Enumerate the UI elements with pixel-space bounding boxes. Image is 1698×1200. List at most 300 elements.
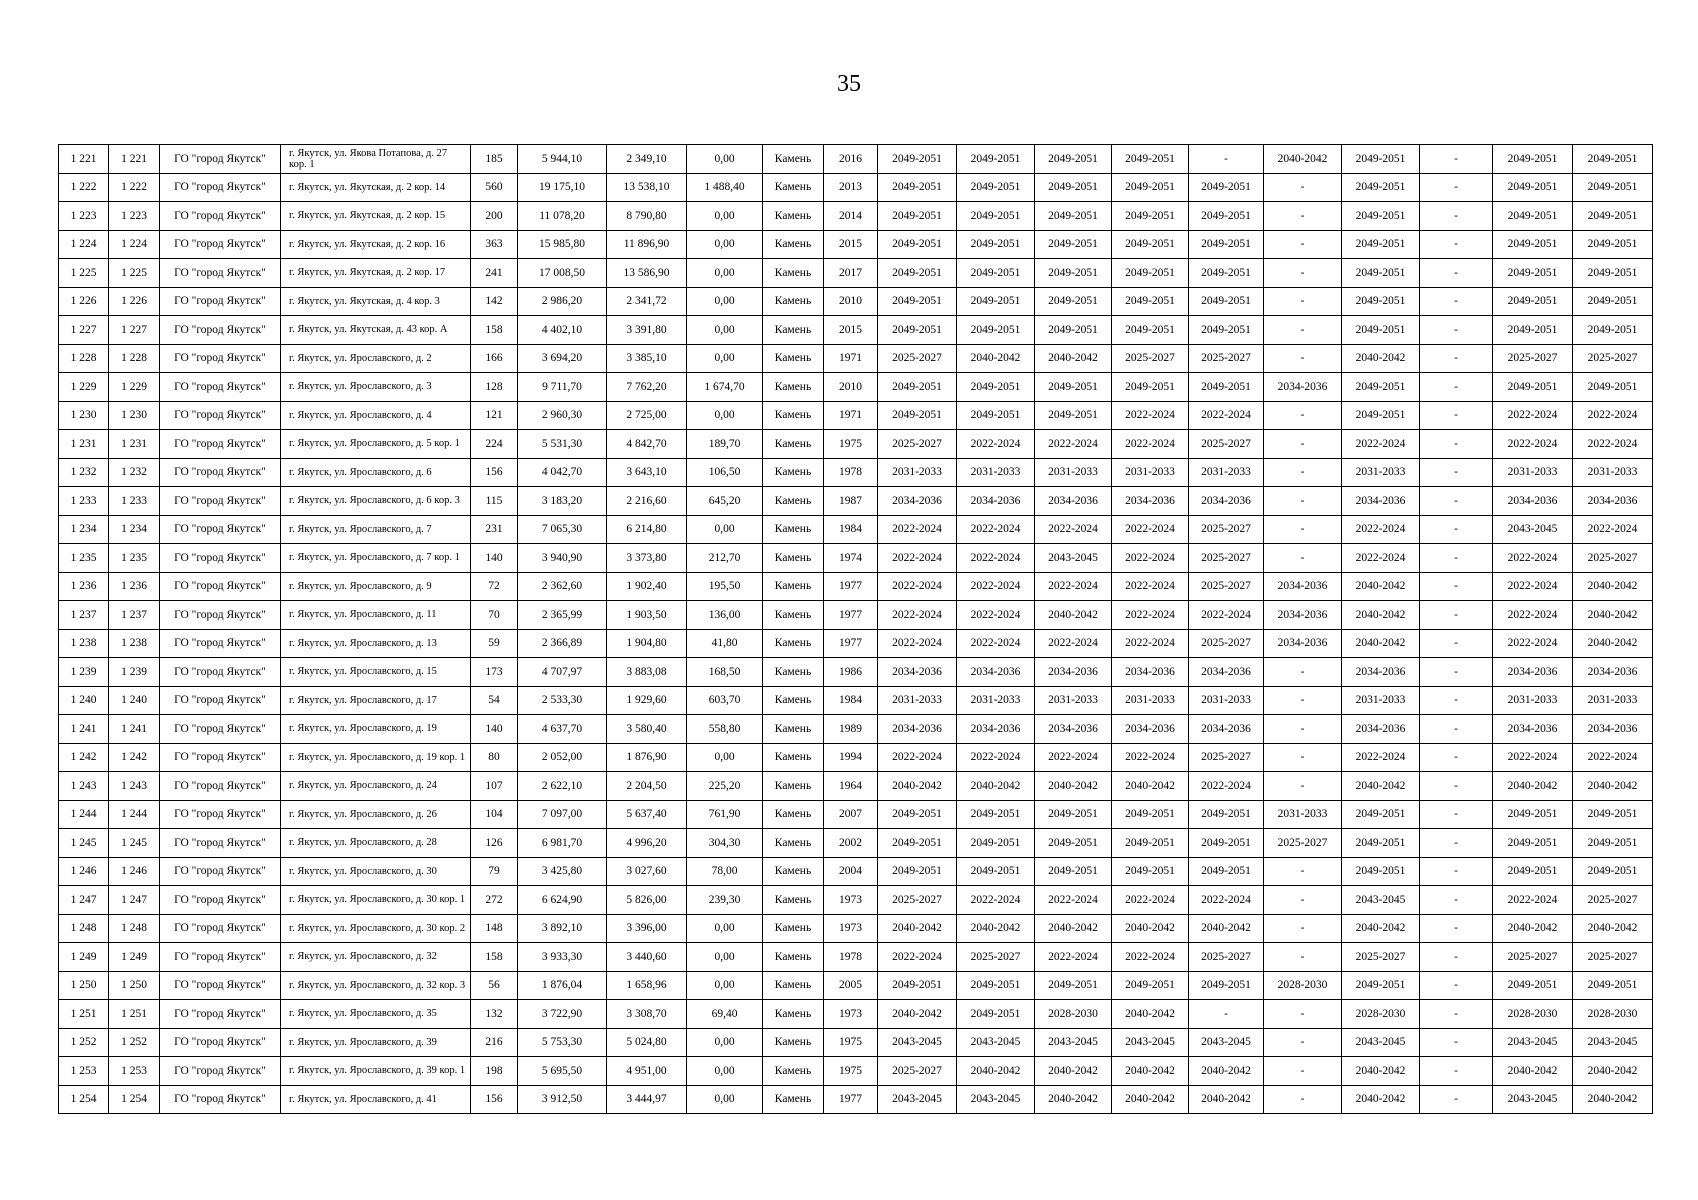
- wall-material-cell: Камень: [763, 857, 824, 886]
- repair-period-3-cell: 2040-2042: [1035, 1085, 1112, 1114]
- municipality-cell: ГО "город Якутск": [160, 857, 281, 886]
- repair-period-8-cell: -: [1420, 202, 1493, 231]
- registry-number-cell: 1 224: [109, 230, 160, 259]
- wall-material-cell: Камень: [763, 686, 824, 715]
- total-area-cell: 2 960,30: [518, 401, 607, 430]
- row-number-cell: 1 239: [59, 658, 109, 687]
- wall-material-cell: Камень: [763, 230, 824, 259]
- repair-period-6-cell: -: [1264, 686, 1342, 715]
- repair-period-2-cell: 2049-2051: [957, 373, 1035, 402]
- table-row: [59, 230, 1653, 259]
- residents-count-cell: 241: [471, 259, 518, 288]
- address-cell: г. Якутск, ул. Якутская, д. 43 кор. А: [281, 316, 471, 345]
- residents-count-cell: 560: [471, 173, 518, 202]
- residential-area-cell: 3 396,00: [607, 914, 687, 943]
- registry-number-cell: 1 233: [109, 487, 160, 516]
- repair-period-3-cell: 2031-2033: [1035, 458, 1112, 487]
- municipality-cell: ГО "город Якутск": [160, 914, 281, 943]
- residents-count-cell: 142: [471, 287, 518, 316]
- residents-count-cell: 156: [471, 458, 518, 487]
- registry-number-cell: 1 245: [109, 829, 160, 858]
- repair-period-3-cell: 2022-2024: [1035, 943, 1112, 972]
- repair-period-5-cell: 2049-2051: [1189, 373, 1264, 402]
- registry-number-cell: 1 239: [109, 658, 160, 687]
- residential-area-cell: 8 790,80: [607, 202, 687, 231]
- address-cell: г. Якутск, ул. Ярославского, д. 19 кор. 1: [281, 743, 471, 772]
- address-cell: г. Якутск, ул. Ярославского, д. 7 кор. 1: [281, 544, 471, 573]
- municipality-cell: ГО "город Якутск": [160, 230, 281, 259]
- address-cell: г. Якутск, ул. Ярославского, д. 26: [281, 800, 471, 829]
- construction-year-cell: 1973: [824, 886, 878, 915]
- repair-period-4-cell: 2040-2042: [1112, 914, 1189, 943]
- row-number-cell: 1 230: [59, 401, 109, 430]
- repair-period-4-cell: 2049-2051: [1112, 829, 1189, 858]
- repair-period-10-cell: 2040-2042: [1573, 1085, 1653, 1114]
- address-cell: г. Якутск, ул. Ярославского, д. 30 кор. 1: [281, 886, 471, 915]
- wall-material-cell: Камень: [763, 658, 824, 687]
- repair-period-9-cell: 2049-2051: [1493, 230, 1573, 259]
- repair-period-1-cell: 2034-2036: [878, 658, 957, 687]
- row-number-cell: 1 226: [59, 287, 109, 316]
- repair-period-6-cell: 2025-2027: [1264, 829, 1342, 858]
- residents-count-cell: 54: [471, 686, 518, 715]
- repair-period-7-cell: 2049-2051: [1342, 230, 1420, 259]
- table-row: [59, 259, 1653, 288]
- repair-period-5-cell: 2031-2033: [1189, 686, 1264, 715]
- non-residential-area-cell: 225,20: [687, 772, 763, 801]
- municipality-cell: ГО "город Якутск": [160, 629, 281, 658]
- repair-period-10-cell: 2049-2051: [1573, 230, 1653, 259]
- repair-period-8-cell: -: [1420, 401, 1493, 430]
- repair-period-10-cell: 2022-2024: [1573, 430, 1653, 459]
- repair-period-9-cell: 2034-2036: [1493, 487, 1573, 516]
- repair-period-10-cell: 2040-2042: [1573, 772, 1653, 801]
- repair-period-9-cell: 2022-2024: [1493, 743, 1573, 772]
- repair-period-7-cell: 2049-2051: [1342, 971, 1420, 1000]
- residential-area-cell: 6 214,80: [607, 515, 687, 544]
- wall-material-cell: Камень: [763, 316, 824, 345]
- registry-number-cell: 1 226: [109, 287, 160, 316]
- non-residential-area-cell: 0,00: [687, 1085, 763, 1114]
- repair-period-1-cell: 2031-2033: [878, 686, 957, 715]
- repair-period-2-cell: 2022-2024: [957, 629, 1035, 658]
- non-residential-area-cell: 0,00: [687, 316, 763, 345]
- residential-area-cell: 3 391,80: [607, 316, 687, 345]
- repair-period-3-cell: 2049-2051: [1035, 800, 1112, 829]
- repair-period-7-cell: 2031-2033: [1342, 686, 1420, 715]
- wall-material-cell: Камень: [763, 772, 824, 801]
- wall-material-cell: Камень: [763, 1028, 824, 1057]
- construction-year-cell: 1978: [824, 943, 878, 972]
- repair-period-9-cell: 2025-2027: [1493, 344, 1573, 373]
- address-cell: г. Якутск, ул. Ярославского, д. 9: [281, 572, 471, 601]
- registry-number-cell: 1 237: [109, 601, 160, 630]
- repair-period-10-cell: 2049-2051: [1573, 145, 1653, 174]
- repair-period-3-cell: 2022-2024: [1035, 515, 1112, 544]
- repair-period-6-cell: 2034-2036: [1264, 572, 1342, 601]
- municipality-cell: ГО "город Якутск": [160, 287, 281, 316]
- total-area-cell: 4 042,70: [518, 458, 607, 487]
- construction-year-cell: 1977: [824, 572, 878, 601]
- row-number-cell: 1 224: [59, 230, 109, 259]
- construction-year-cell: 1994: [824, 743, 878, 772]
- repair-period-2-cell: 2049-2051: [957, 829, 1035, 858]
- non-residential-area-cell: 304,30: [687, 829, 763, 858]
- municipality-cell: ГО "город Якутск": [160, 259, 281, 288]
- repair-period-4-cell: 2031-2033: [1112, 458, 1189, 487]
- non-residential-area-cell: 1 674,70: [687, 373, 763, 402]
- non-residential-area-cell: 0,00: [687, 914, 763, 943]
- repair-period-4-cell: 2022-2024: [1112, 886, 1189, 915]
- repair-period-2-cell: 2034-2036: [957, 487, 1035, 516]
- address-cell: г. Якутск, ул. Ярославского, д. 4: [281, 401, 471, 430]
- table-row: [59, 202, 1653, 231]
- repair-period-9-cell: 2049-2051: [1493, 800, 1573, 829]
- construction-year-cell: 2013: [824, 173, 878, 202]
- residents-count-cell: 200: [471, 202, 518, 231]
- repair-period-5-cell: 2025-2027: [1189, 344, 1264, 373]
- total-area-cell: 3 425,80: [518, 857, 607, 886]
- repair-period-8-cell: -: [1420, 772, 1493, 801]
- municipality-cell: ГО "город Якутск": [160, 686, 281, 715]
- wall-material-cell: Камень: [763, 515, 824, 544]
- repair-period-3-cell: 2049-2051: [1035, 202, 1112, 231]
- repair-period-7-cell: 2049-2051: [1342, 401, 1420, 430]
- municipality-cell: ГО "город Якутск": [160, 487, 281, 516]
- municipality-cell: ГО "город Якутск": [160, 401, 281, 430]
- address-cell: г. Якутск, ул. Якутская, д. 2 кор. 16: [281, 230, 471, 259]
- construction-year-cell: 1989: [824, 715, 878, 744]
- row-number-cell: 1 253: [59, 1057, 109, 1086]
- residents-count-cell: 158: [471, 316, 518, 345]
- repair-period-1-cell: 2025-2027: [878, 886, 957, 915]
- repair-period-3-cell: 2034-2036: [1035, 658, 1112, 687]
- repair-period-8-cell: -: [1420, 686, 1493, 715]
- wall-material-cell: Камень: [763, 1000, 824, 1029]
- table-row: [59, 1057, 1653, 1086]
- repair-period-5-cell: 2049-2051: [1189, 971, 1264, 1000]
- repair-period-8-cell: -: [1420, 914, 1493, 943]
- repair-period-5-cell: 2040-2042: [1189, 914, 1264, 943]
- registry-number-cell: 1 225: [109, 259, 160, 288]
- repair-period-4-cell: 2049-2051: [1112, 287, 1189, 316]
- repair-period-5-cell: 2049-2051: [1189, 316, 1264, 345]
- address-cell: г. Якутск, ул. Ярославского, д. 5 кор. 1: [281, 430, 471, 459]
- repair-period-8-cell: -: [1420, 515, 1493, 544]
- total-area-cell: 6 981,70: [518, 829, 607, 858]
- repair-period-7-cell: 2049-2051: [1342, 857, 1420, 886]
- repair-period-1-cell: 2043-2045: [878, 1028, 957, 1057]
- repair-period-5-cell: 2022-2024: [1189, 401, 1264, 430]
- repair-period-10-cell: 2022-2024: [1573, 515, 1653, 544]
- repair-period-1-cell: 2040-2042: [878, 772, 957, 801]
- repair-period-6-cell: -: [1264, 316, 1342, 345]
- repair-period-6-cell: -: [1264, 1000, 1342, 1029]
- repair-period-1-cell: 2022-2024: [878, 943, 957, 972]
- wall-material-cell: Камень: [763, 886, 824, 915]
- repair-period-2-cell: 2022-2024: [957, 601, 1035, 630]
- total-area-cell: 2 366,89: [518, 629, 607, 658]
- repair-period-8-cell: -: [1420, 316, 1493, 345]
- repair-period-9-cell: 2022-2024: [1493, 430, 1573, 459]
- repair-period-10-cell: 2040-2042: [1573, 914, 1653, 943]
- repair-period-10-cell: 2022-2024: [1573, 743, 1653, 772]
- repair-period-3-cell: 2049-2051: [1035, 857, 1112, 886]
- registry-number-cell: 1 238: [109, 629, 160, 658]
- registry-number-cell: 1 227: [109, 316, 160, 345]
- repair-period-6-cell: -: [1264, 914, 1342, 943]
- repair-period-5-cell: 2025-2027: [1189, 572, 1264, 601]
- repair-period-7-cell: 2034-2036: [1342, 658, 1420, 687]
- registry-number-cell: 1 247: [109, 886, 160, 915]
- municipality-cell: ГО "город Якутск": [160, 658, 281, 687]
- residents-count-cell: 158: [471, 943, 518, 972]
- non-residential-area-cell: 0,00: [687, 401, 763, 430]
- total-area-cell: 3 940,90: [518, 544, 607, 573]
- repair-period-10-cell: 2022-2024: [1573, 401, 1653, 430]
- residents-count-cell: 148: [471, 914, 518, 943]
- wall-material-cell: Камень: [763, 943, 824, 972]
- repair-period-7-cell: 2040-2042: [1342, 1085, 1420, 1114]
- housing-registry-table: [58, 144, 1653, 1114]
- non-residential-area-cell: 0,00: [687, 1028, 763, 1057]
- repair-period-9-cell: 2022-2024: [1493, 629, 1573, 658]
- repair-period-6-cell: 2034-2036: [1264, 373, 1342, 402]
- address-cell: г. Якутск, ул. Якутская, д. 2 кор. 17: [281, 259, 471, 288]
- wall-material-cell: Камень: [763, 344, 824, 373]
- construction-year-cell: 1974: [824, 544, 878, 573]
- total-area-cell: 2 052,00: [518, 743, 607, 772]
- non-residential-area-cell: 603,70: [687, 686, 763, 715]
- repair-period-2-cell: 2049-2051: [957, 401, 1035, 430]
- total-area-cell: 4 707,97: [518, 658, 607, 687]
- non-residential-area-cell: 195,50: [687, 572, 763, 601]
- repair-period-4-cell: 2040-2042: [1112, 772, 1189, 801]
- repair-period-5-cell: 2022-2024: [1189, 601, 1264, 630]
- construction-year-cell: 1973: [824, 1000, 878, 1029]
- residential-area-cell: 3 308,70: [607, 1000, 687, 1029]
- residents-count-cell: 363: [471, 230, 518, 259]
- repair-period-5-cell: 2049-2051: [1189, 202, 1264, 231]
- repair-period-5-cell: 2040-2042: [1189, 1085, 1264, 1114]
- total-area-cell: 5 753,30: [518, 1028, 607, 1057]
- repair-period-4-cell: 2049-2051: [1112, 173, 1189, 202]
- repair-period-10-cell: 2049-2051: [1573, 857, 1653, 886]
- registry-number-cell: 1 254: [109, 1085, 160, 1114]
- construction-year-cell: 1975: [824, 1057, 878, 1086]
- wall-material-cell: Камень: [763, 401, 824, 430]
- repair-period-9-cell: 2049-2051: [1493, 316, 1573, 345]
- repair-period-1-cell: 2049-2051: [878, 173, 957, 202]
- municipality-cell: ГО "город Якутск": [160, 344, 281, 373]
- repair-period-5-cell: 2031-2033: [1189, 458, 1264, 487]
- repair-period-1-cell: 2049-2051: [878, 829, 957, 858]
- residential-area-cell: 2 216,60: [607, 487, 687, 516]
- repair-period-7-cell: 2040-2042: [1342, 629, 1420, 658]
- repair-period-4-cell: 2040-2042: [1112, 1057, 1189, 1086]
- repair-period-8-cell: -: [1420, 658, 1493, 687]
- repair-period-6-cell: -: [1264, 173, 1342, 202]
- residential-area-cell: 11 896,90: [607, 230, 687, 259]
- residents-count-cell: 107: [471, 772, 518, 801]
- repair-period-4-cell: 2022-2024: [1112, 943, 1189, 972]
- repair-period-3-cell: 2049-2051: [1035, 971, 1112, 1000]
- municipality-cell: ГО "город Якутск": [160, 1028, 281, 1057]
- repair-period-1-cell: 2022-2024: [878, 743, 957, 772]
- address-cell: г. Якутск, ул. Ярославского, д. 39 кор. 1: [281, 1057, 471, 1086]
- repair-period-8-cell: -: [1420, 458, 1493, 487]
- registry-number-cell: 1 231: [109, 430, 160, 459]
- repair-period-8-cell: -: [1420, 829, 1493, 858]
- municipality-cell: ГО "город Якутск": [160, 202, 281, 231]
- repair-period-10-cell: 2049-2051: [1573, 287, 1653, 316]
- residents-count-cell: 104: [471, 800, 518, 829]
- repair-period-10-cell: 2049-2051: [1573, 373, 1653, 402]
- non-residential-area-cell: 0,00: [687, 145, 763, 174]
- repair-period-9-cell: 2049-2051: [1493, 373, 1573, 402]
- repair-period-7-cell: 2040-2042: [1342, 1057, 1420, 1086]
- residents-count-cell: 231: [471, 515, 518, 544]
- repair-period-8-cell: -: [1420, 943, 1493, 972]
- repair-period-9-cell: 2049-2051: [1493, 173, 1573, 202]
- repair-period-7-cell: 2022-2024: [1342, 544, 1420, 573]
- repair-period-4-cell: 2034-2036: [1112, 715, 1189, 744]
- repair-period-5-cell: 2049-2051: [1189, 800, 1264, 829]
- residents-count-cell: 140: [471, 715, 518, 744]
- registry-number-cell: 1 228: [109, 344, 160, 373]
- construction-year-cell: 2005: [824, 971, 878, 1000]
- repair-period-10-cell: 2040-2042: [1573, 629, 1653, 658]
- repair-period-1-cell: 2049-2051: [878, 971, 957, 1000]
- address-cell: г. Якутск, ул. Ярославского, д. 32: [281, 943, 471, 972]
- repair-period-8-cell: -: [1420, 743, 1493, 772]
- address-cell: г. Якутск, ул. Ярославского, д. 13: [281, 629, 471, 658]
- repair-period-9-cell: 2040-2042: [1493, 1057, 1573, 1086]
- repair-period-6-cell: -: [1264, 487, 1342, 516]
- municipality-cell: ГО "город Якутск": [160, 572, 281, 601]
- repair-period-4-cell: 2049-2051: [1112, 800, 1189, 829]
- repair-period-5-cell: 2049-2051: [1189, 230, 1264, 259]
- repair-period-6-cell: 2034-2036: [1264, 601, 1342, 630]
- residents-count-cell: 224: [471, 430, 518, 459]
- total-area-cell: 4 402,10: [518, 316, 607, 345]
- table-row: [59, 629, 1653, 658]
- repair-period-3-cell: 2022-2024: [1035, 743, 1112, 772]
- repair-period-3-cell: 2034-2036: [1035, 487, 1112, 516]
- repair-period-2-cell: 2049-2051: [957, 230, 1035, 259]
- residents-count-cell: 70: [471, 601, 518, 630]
- row-number-cell: 1 247: [59, 886, 109, 915]
- wall-material-cell: Камень: [763, 458, 824, 487]
- registry-number-cell: 1 229: [109, 373, 160, 402]
- repair-period-10-cell: 2049-2051: [1573, 316, 1653, 345]
- construction-year-cell: 2014: [824, 202, 878, 231]
- total-area-cell: 5 695,50: [518, 1057, 607, 1086]
- repair-period-3-cell: 2049-2051: [1035, 287, 1112, 316]
- residential-area-cell: 4 996,20: [607, 829, 687, 858]
- construction-year-cell: 1975: [824, 430, 878, 459]
- repair-period-6-cell: -: [1264, 1057, 1342, 1086]
- residents-count-cell: 272: [471, 886, 518, 915]
- repair-period-4-cell: 2040-2042: [1112, 1000, 1189, 1029]
- repair-period-9-cell: 2040-2042: [1493, 914, 1573, 943]
- repair-period-1-cell: 2025-2027: [878, 1057, 957, 1086]
- municipality-cell: ГО "город Якутск": [160, 373, 281, 402]
- registry-number-cell: 1 253: [109, 1057, 160, 1086]
- table-row: [59, 1028, 1653, 1057]
- address-cell: г. Якутск, ул. Ярославского, д. 6: [281, 458, 471, 487]
- repair-period-7-cell: 2049-2051: [1342, 829, 1420, 858]
- repair-period-7-cell: 2040-2042: [1342, 601, 1420, 630]
- repair-period-10-cell: 2034-2036: [1573, 487, 1653, 516]
- repair-period-4-cell: 2022-2024: [1112, 430, 1189, 459]
- residential-area-cell: 13 538,10: [607, 173, 687, 202]
- repair-period-2-cell: 2022-2024: [957, 544, 1035, 573]
- table-row: [59, 430, 1653, 459]
- construction-year-cell: 1977: [824, 1085, 878, 1114]
- repair-period-6-cell: 2028-2030: [1264, 971, 1342, 1000]
- repair-period-6-cell: -: [1264, 259, 1342, 288]
- repair-period-5-cell: 2034-2036: [1189, 487, 1264, 516]
- non-residential-area-cell: 212,70: [687, 544, 763, 573]
- repair-period-3-cell: 2022-2024: [1035, 572, 1112, 601]
- repair-period-8-cell: -: [1420, 1057, 1493, 1086]
- wall-material-cell: Камень: [763, 145, 824, 174]
- residents-count-cell: 198: [471, 1057, 518, 1086]
- repair-period-8-cell: -: [1420, 857, 1493, 886]
- address-cell: г. Якутск, ул. Ярославского, д. 30: [281, 857, 471, 886]
- repair-period-5-cell: 2049-2051: [1189, 287, 1264, 316]
- repair-period-6-cell: -: [1264, 430, 1342, 459]
- repair-period-2-cell: 2049-2051: [957, 800, 1035, 829]
- table-row: [59, 971, 1653, 1000]
- repair-period-8-cell: -: [1420, 287, 1493, 316]
- registry-number-cell: 1 234: [109, 515, 160, 544]
- construction-year-cell: 2002: [824, 829, 878, 858]
- repair-period-5-cell: 2025-2027: [1189, 943, 1264, 972]
- registry-number-cell: 1 250: [109, 971, 160, 1000]
- row-number-cell: 1 251: [59, 1000, 109, 1029]
- repair-period-3-cell: 2049-2051: [1035, 173, 1112, 202]
- repair-period-9-cell: 2031-2033: [1493, 458, 1573, 487]
- total-area-cell: 3 892,10: [518, 914, 607, 943]
- table-row: [59, 344, 1653, 373]
- wall-material-cell: Камень: [763, 544, 824, 573]
- non-residential-area-cell: 0,00: [687, 259, 763, 288]
- repair-period-8-cell: -: [1420, 173, 1493, 202]
- residential-area-cell: 2 204,50: [607, 772, 687, 801]
- address-cell: г. Якутск, ул. Ярославского, д. 3: [281, 373, 471, 402]
- residents-count-cell: 59: [471, 629, 518, 658]
- repair-period-7-cell: 2025-2027: [1342, 943, 1420, 972]
- repair-period-7-cell: 2034-2036: [1342, 715, 1420, 744]
- repair-period-4-cell: 2022-2024: [1112, 629, 1189, 658]
- table-row: [59, 515, 1653, 544]
- repair-period-7-cell: 2022-2024: [1342, 743, 1420, 772]
- repair-period-6-cell: -: [1264, 886, 1342, 915]
- residents-count-cell: 80: [471, 743, 518, 772]
- repair-period-3-cell: 2040-2042: [1035, 772, 1112, 801]
- construction-year-cell: 2010: [824, 287, 878, 316]
- table-row: [59, 772, 1653, 801]
- wall-material-cell: Камень: [763, 287, 824, 316]
- total-area-cell: 3 722,90: [518, 1000, 607, 1029]
- repair-period-1-cell: 2040-2042: [878, 914, 957, 943]
- repair-period-7-cell: 2049-2051: [1342, 145, 1420, 174]
- residents-count-cell: 126: [471, 829, 518, 858]
- repair-period-10-cell: 2028-2030: [1573, 1000, 1653, 1029]
- municipality-cell: ГО "город Якутск": [160, 772, 281, 801]
